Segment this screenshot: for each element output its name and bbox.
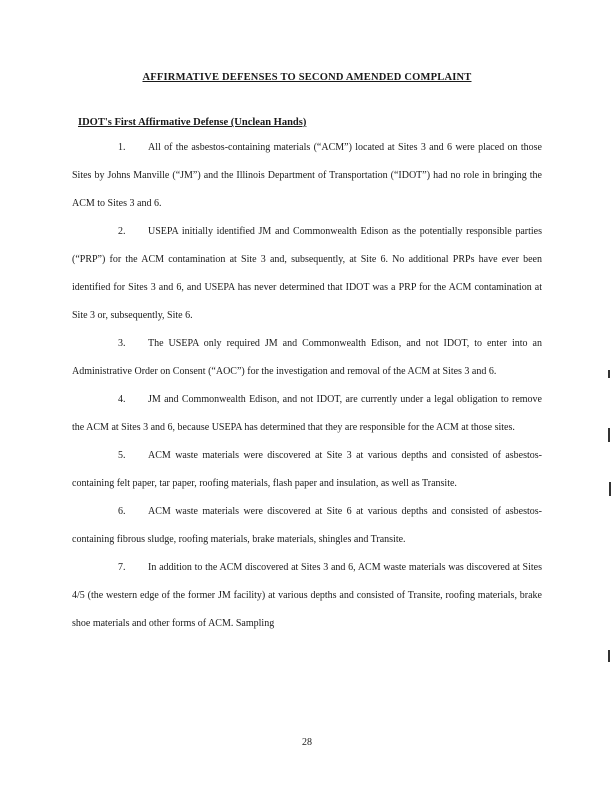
paragraph-text: The USEPA only required JM and Commonwealth Edison, and not IDOT, to enter into an Administrative Order on Consent (“AOC”) for the investigation and removal of the ACM at Sites 3 and 6.: [72, 338, 542, 377]
paragraph-number: 2.: [118, 226, 126, 237]
paragraph-number: 1.: [118, 142, 126, 153]
paragraph-7: [72, 554, 542, 638]
section-heading: IDOT's First Affirmative Defense (Unclean Hands): [78, 117, 307, 128]
paragraph-4: [72, 386, 542, 442]
paragraph-5: [72, 442, 542, 498]
paragraph-6: [72, 498, 542, 554]
page-number: 28: [302, 737, 312, 748]
paragraph-text: ACM waste materials were discovered at Site 6 at various depths and consisted of asbestos-containing fibrous sludge, roofing materials, brake materials, shingles and Transite.: [72, 506, 542, 545]
paragraph-1: [72, 134, 542, 218]
paragraph-text: JM and Commonwealth Edison, and not IDOT, are currently under a legal obligation to remove the ACM at Sites 3 and 6, because USEPA has determined that they are responsible for the ACM at those sites.: [72, 394, 542, 433]
paragraph-text: ACM waste materials were discovered at Site 3 at various depths and consisted of asbestos-containing felt paper, tar paper, roofing materials, flash paper and insulation, as well as Transite.: [72, 450, 542, 489]
paragraph-text: USEPA initially identified JM and Commonwealth Edison as the potentially responsible parties (“PRP”) for the ACM contamination at Site 3 and, subsequently, at Site 6. No additional PRPs have ever been identified for Sites 3 and 6, and USEPA has never determined that IDOT was a PRP for the ACM contamination at Site 3 or, subsequently, Site 6.: [72, 226, 542, 321]
body-text: [72, 134, 542, 638]
scan-edge-mark: [609, 482, 611, 496]
scan-edge-mark: [608, 428, 610, 442]
paragraph-number: 7.: [118, 562, 126, 573]
scan-edge-mark: [608, 370, 610, 378]
paragraph-number: 4.: [118, 394, 126, 405]
paragraph-number: 6.: [118, 506, 126, 517]
paragraph-text: All of the asbestos-containing materials (“ACM”) located at Sites 3 and 6 were placed on those Sites by Johns Manville (“JM”) and the Illinois Department of Transportation (“IDOT”) had no role in bringing the ACM to Sites 3 and 6.: [72, 142, 542, 209]
document-title: AFFIRMATIVE DEFENSES TO SECOND AMENDED COMPLAINT: [142, 72, 472, 83]
paragraph-number: 5.: [118, 450, 126, 461]
paragraph-text: In addition to the ACM discovered at Sites 3 and 6, ACM waste materials was discovered at Sites 4/5 (the western edge of the former JM facility) at various depths and consisted of Transite, roofing materials, brake shoe materials and other forms of ACM. Sampling: [72, 562, 542, 629]
scan-edge-mark: [608, 650, 610, 662]
paragraph-number: 3.: [118, 338, 126, 349]
paragraph-3: [72, 330, 542, 386]
paragraph-2: [72, 218, 542, 330]
